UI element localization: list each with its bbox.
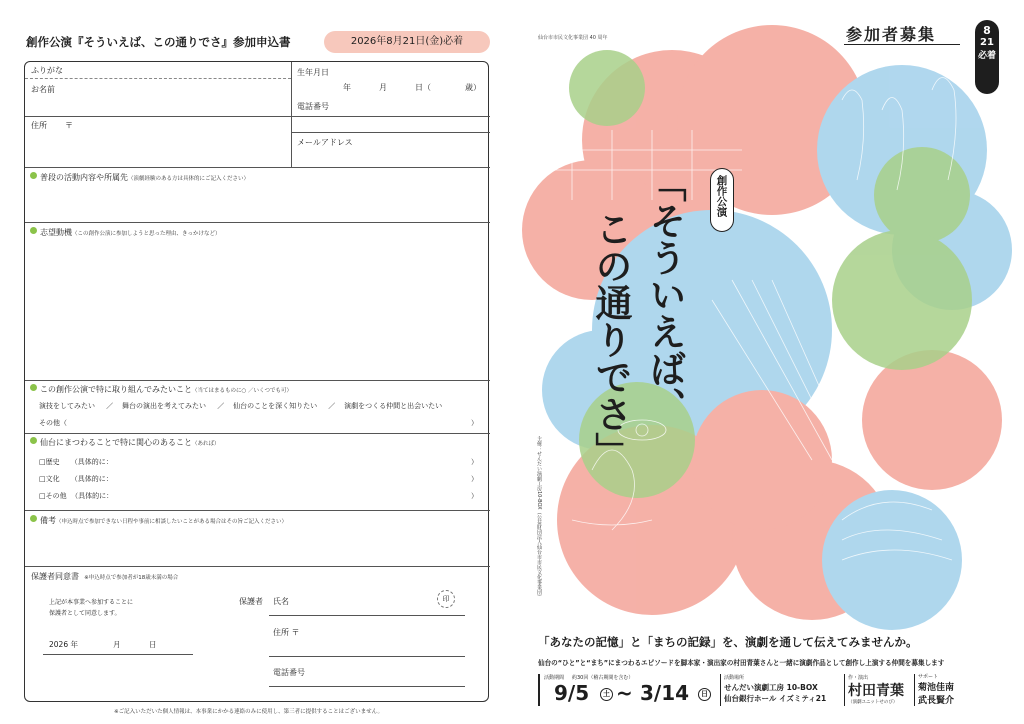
motive-section: 志望動機（この創作公演に参加しようと思った理由、きっかけなど） <box>30 227 221 238</box>
poster-title-line-1: 「そういえば、 <box>643 165 686 424</box>
interest-other: □その他 （具体的に： <box>39 492 114 500</box>
privacy-note: ※ご記入いただいた個人情報は、本事業にかかる連絡のみに使用し、第三者に提供することはございません。 <box>114 709 383 715</box>
poster-lead: 「あなたの記憶」と「まちの記録」を、演劇を通して伝えてみませんか。 <box>538 635 918 649</box>
start-date: 9/5 <box>554 681 590 705</box>
end-date: 3/14 <box>640 681 690 705</box>
poster-page <box>512 0 1024 724</box>
bullet-icon <box>30 384 37 391</box>
deadline-badge: 2026年8月21日(金)必着 <box>324 31 490 53</box>
poster-subcopy: 仙台の“ひと”と“まち”にまつわるエピソードを脚本家・演出家の村田青葉さんと一緒に演劇作品として創作し上演する仲間を募集します <box>538 659 945 667</box>
remarks-section: 備考（申込時点で参加できない日程や事前に相談したいことがある場合はその旨ご記入ください） <box>30 515 287 526</box>
guardian-consent: 保護者同意書 ※申込時点で参加者が18歳未満の場合 <box>31 572 179 581</box>
bullet-icon <box>30 227 37 234</box>
director-name: 村田青葉 <box>848 683 904 699</box>
seal-mark: 印 <box>437 590 455 608</box>
form-title: 創作公演『そういえば、この通りでさ』参加申込書 <box>26 35 291 49</box>
email-label: メールアドレス <box>297 138 353 147</box>
info-bar: 活動期間 約30回（稽古期間を含む） 9/5 土 ~ 3/14 日 活動場所 せんだい演劇工房 10-BOX 仙台銀行ホール イズミティ21 作・演出 村田青葉 （演劇ユニットせのび） サポート 菊池佳南 武長賢介 <box>538 672 1000 708</box>
interest-section: 仙台にまつわることで特に関心のあること（あれば） <box>30 437 220 448</box>
activity-section: 普段の活動内容や所属先（演劇経験のある方は具体的にご記入ください） <box>30 172 249 183</box>
wants-other: その他（ <box>39 419 67 427</box>
address-label: 住所 <box>31 121 47 130</box>
date-range-sep: ~ <box>616 681 633 705</box>
wants-options: 演技をしてみたい ／ 舞台の演出を考えてみたい ／ 仙台のことを深く知りたい ／ 演劇をつくる仲間と出会いたい <box>39 402 443 410</box>
genre-badge: 創作公演 <box>710 168 734 232</box>
furigana-label: ふりがな <box>31 66 63 75</box>
name-label: お名前 <box>31 85 55 94</box>
deadline-pill: 8 21 必着 <box>975 20 999 94</box>
bullet-icon <box>30 172 37 179</box>
form-frame: ふりがな お名前 生年月日 年 月 日（ 歳） 電話番号 住所 〒 メールアドレス 普段の活動内容や所属先（演劇経験のある方は具体的にご記入ください） 志望動機（この創作公演に参加しようと思った理由、きっかけなど） この創作公演で特に取り組んでみたいこと（当てはまるものに○ ／いくつでも可） 演技をしてみたい ／ 舞台の演出を考えてみたい ／ 仙台のことを深く知りたい ／ 演劇をつくる仲間と出会いたい その他（ ） 仙台にまつわることで特に関心のあること（あれば） □歴史 （具体的に： ） □文化 （具体的に： ） □その他 （具体的に： ） 備考（申込時点で参加できない日程や事前に相談したいことがある場合はその旨ご記入ください） 保護者同意書 ※申込時点で参加者が18歳未満の場合 上記が本事業へ参加することに 保護者として同意します。 2026 年 月 日 保護者 氏名 印 住所 〒 電話番号 <box>24 61 489 702</box>
wants-section: この創作公演で特に取り組んでみたいこと（当てはまるものに○ ／いくつでも可） <box>30 384 292 395</box>
recruit-heading: 参加者募集 <box>846 25 937 44</box>
bullet-icon <box>30 437 37 444</box>
anniversary-mark: 仙台市市民文化事業団 40 周年 <box>538 35 608 41</box>
poster-title-line-2: この通りでさ」 <box>589 210 632 469</box>
interest-culture: □文化 （具体的に： <box>39 475 113 483</box>
organizer-credit: 主催：せんだい演劇工房10-BOX（公益財団法人仙台市市民文化事業団） <box>536 436 542 600</box>
interest-history: □歴史 （具体的に： <box>39 458 113 466</box>
bullet-icon <box>30 515 37 522</box>
birthdate-label: 生年月日 <box>297 68 329 77</box>
phone-label: 電話番号 <box>297 102 329 111</box>
